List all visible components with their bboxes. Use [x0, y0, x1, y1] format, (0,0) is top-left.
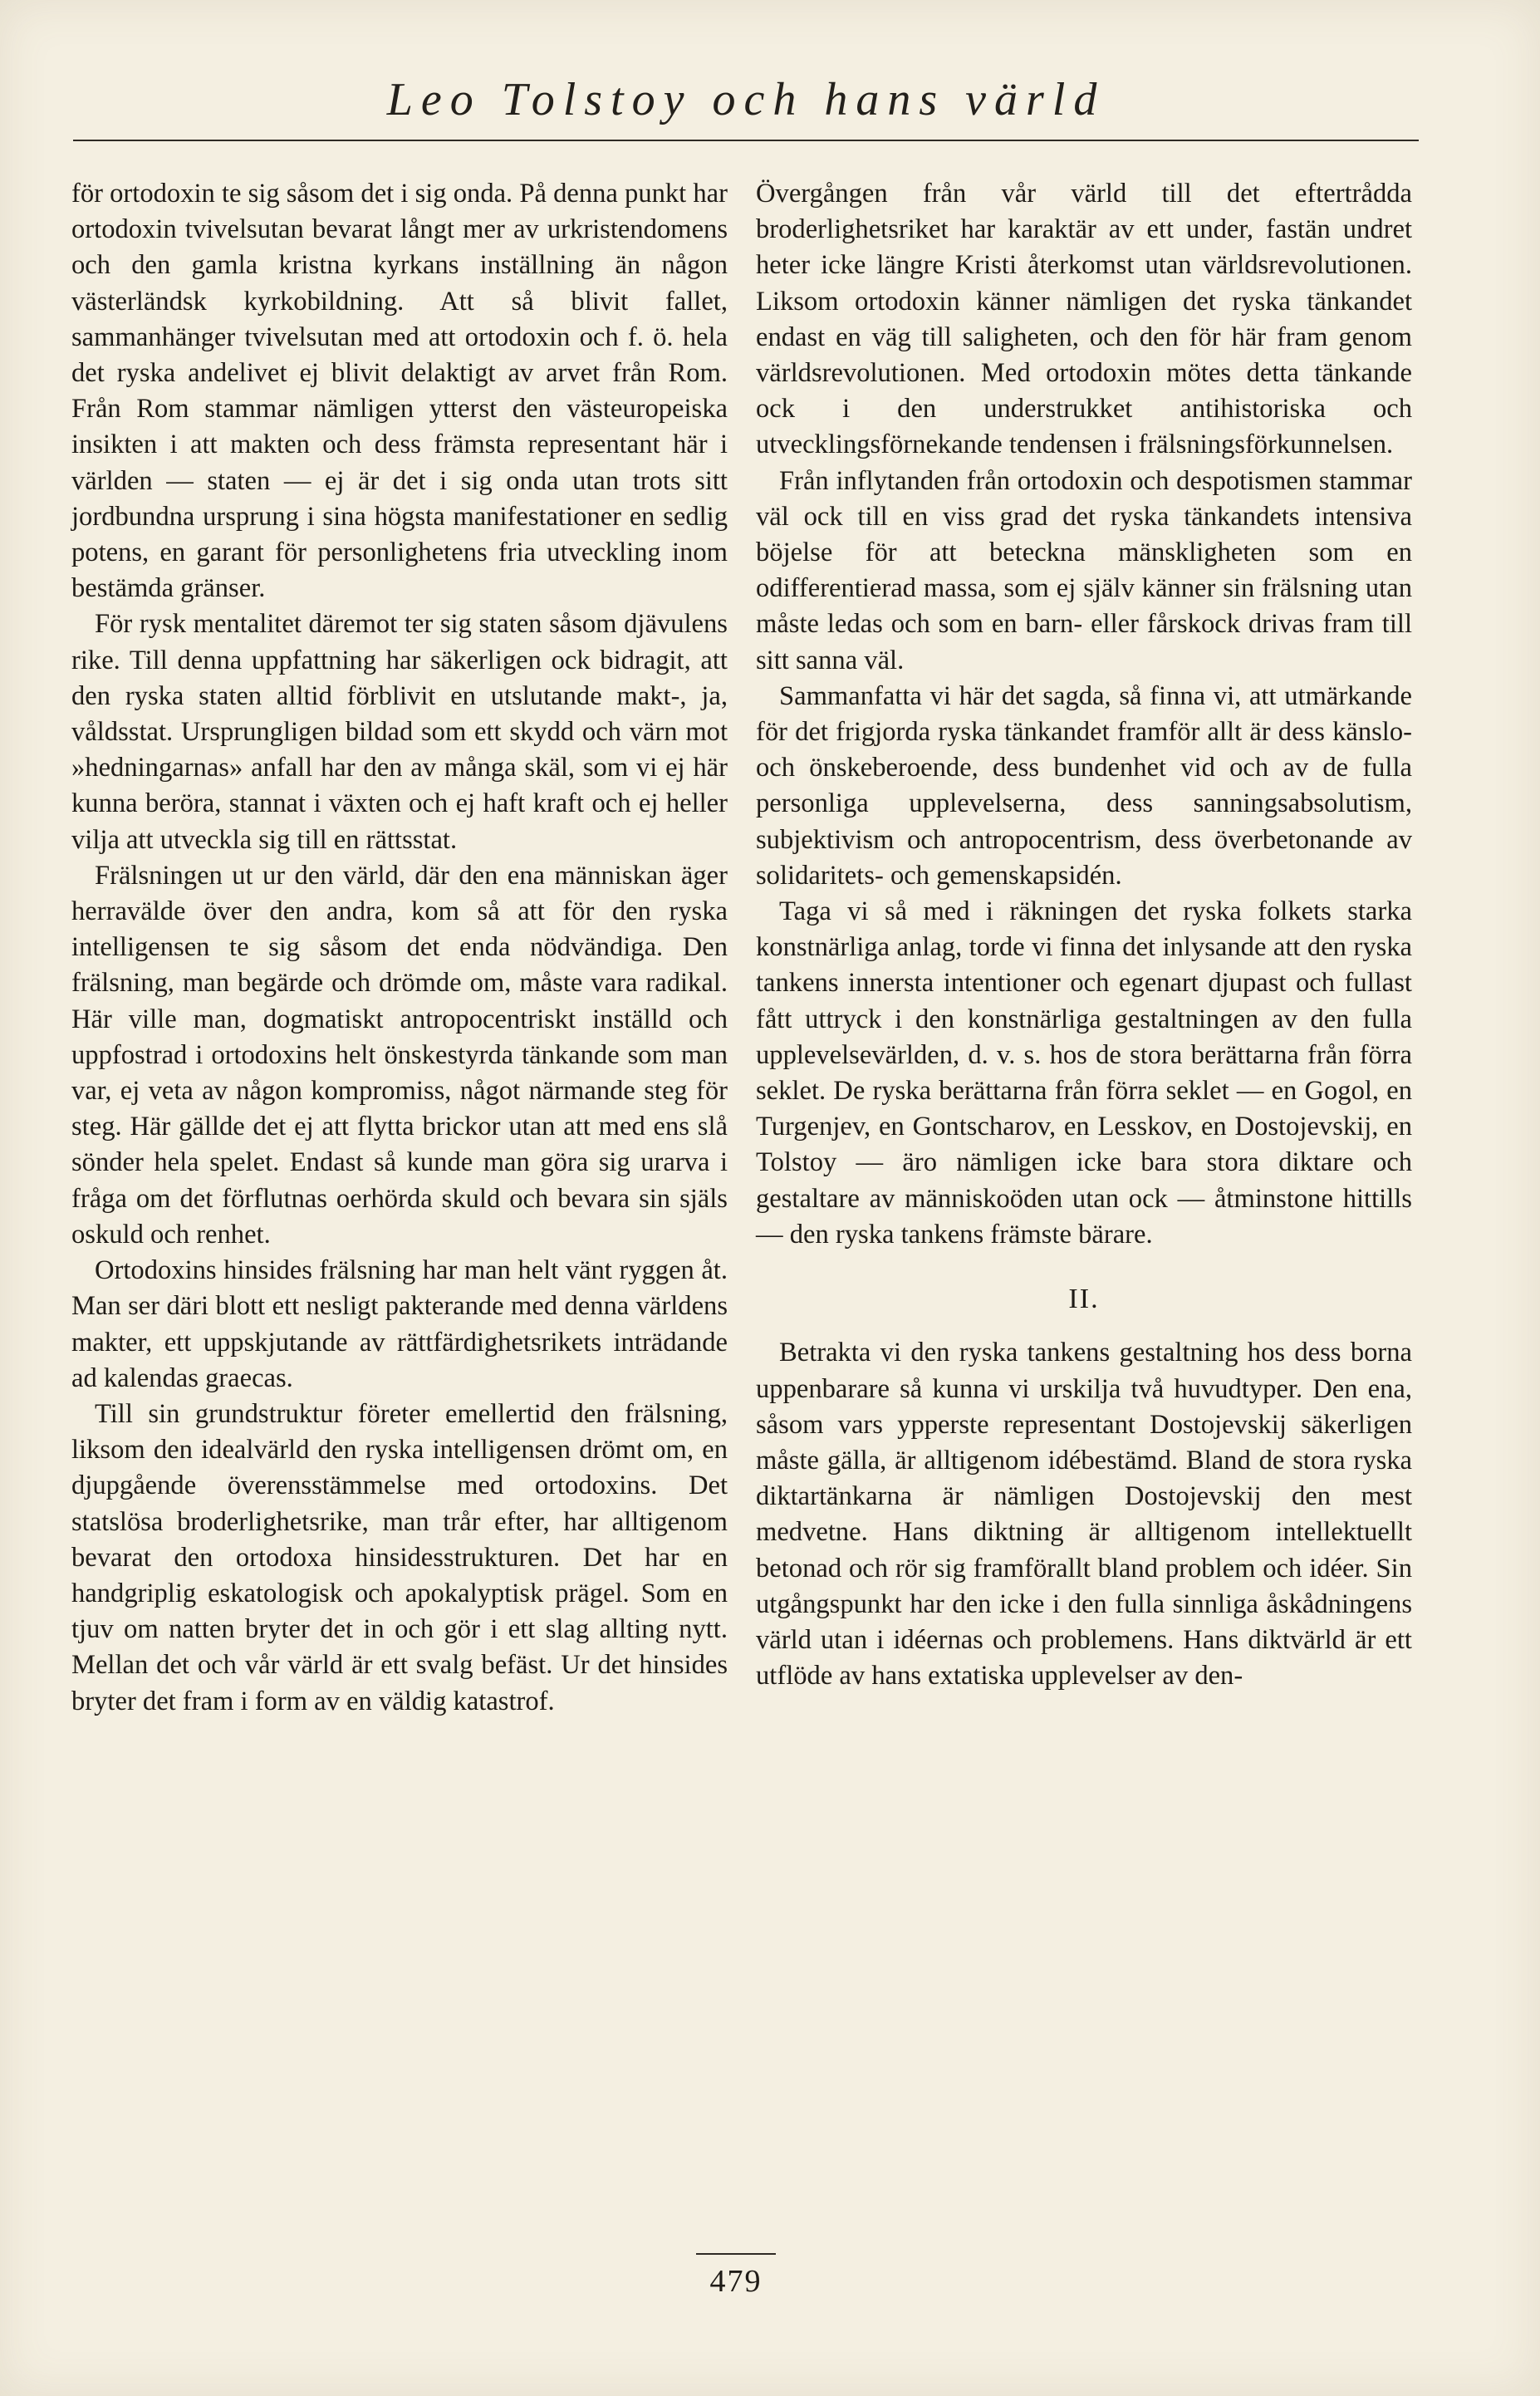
paragraph: Ortodoxins hinsides frälsning har man helt vänt ryggen åt. Man ser däri blott ett nesligt pakterande med denna världens makter, ett uppskjutande av rättfärdighetsrikets inträdande ad kalendas graecas.: [71, 1255, 728, 1393]
running-header: Leo Tolstoy och hans värld: [386, 74, 1106, 125]
left-column: [71, 176, 728, 1720]
section-heading: II.: [1068, 1284, 1100, 1315]
paragraph: Övergången från vår värld till det eftertrådda broderlighetsriket har karaktär av ett under, fastän undret heter icke längre Kristi återkomst utan världsrevolutionen. Liksom ortodoxin känner nämligen det ryska tänkandet endast en väg till saligheten, och den för här fram genom världsrevolutionen. Med ortodoxin mötes detta tänkande ock i den understrukket antihistoriska och utvecklingsförnekande tendensen i frälsningsförkunnelsen.: [756, 179, 1412, 460]
paragraph: för ortodoxin te sig såsom det i sig onda. På denna punkt har ortodoxin tvivelsutan bevarat långt mer av urkristendomens och den gamla kristna kyrkans inställning än någon västerländsk kyrkobildning. Att så blivit fallet, sammanhänger tvivelsutan med att ortodoxin och f. ö. hela det ryska andelivet ej blivit delaktigt av arvet från Rom. Från Rom stammar nämligen ytterst den västeuropeiska insikten i att makten och dess främsta representant här i världen — staten — ej är det i sig onda utan trots sitt jordbundna ursprung i sina högsta manifestationer en sedlig potens, en garant för personlighetens fria utveckling inom bestämda gränser.: [71, 179, 728, 604]
page-number: 479: [696, 2253, 776, 2300]
paragraph: Betrakta vi den ryska tankens gestaltning hos dess borna uppenbarare så kunna vi urskilja två huvudtyper. Den ena, såsom vars ypperste representant Dostojevskij säkerligen måste gälla, är alltigenom idébestämd. Bland de stora ryska diktartänkarna är nämligen Dostojevskij den mest medvetne. Hans diktning är alltigenom intellektuellt betonad och rör sig framförallt bland problem och idéer. Sin utgångspunkt har den icke i den fulla sinnliga åskådningens värld utan i idéernas och problemens. Hans diktvärld är ett utflöde av hans extatiska upplevelser av den-: [756, 1338, 1412, 1691]
header-rule: [73, 140, 1419, 141]
paragraph: Till sin grundstruktur företer emellertid den frälsning, liksom den idealvärld den ryska intelligensen drömt om, en djupgående överensstämmelse med ortodoxins. Det statslösa broderlighetsrike, man trår efter, har alltigenom bevarat den ortodoxa hinsidesstrukturen. Det har en handgriplig eskatologisk och apokalyptisk prägel. Som en tjuv om natten bryter det in och gör i ett slag allting nytt. Mellan det och vår värld är ett svalg befäst. Ur det hinsides bryter det fram i form av en väldig katastrof.: [71, 1398, 728, 1716]
paragraph: Från inflytanden från ortodoxin och despotismen stammar väl ock till en viss grad det ryska tänkandets intensiva böjelse för att beteckna mänskligheten som en odifferentierad massa, som ej själv känner sin frälsning utan måste ledas och som en barn- eller fårskock drivas fram till sitt sanna väl.: [756, 465, 1412, 675]
paragraph: Taga vi så med i räkningen det ryska folkets starka konstnärliga anlag, torde vi finna det inlysande att den ryska tankens innersta intentioner och egenart djupast och fullast fått uttryck i den konstnärliga gestaltningen av den fulla upplevelsevärlden, d. v. s. hos de stora berättarna från förra seklet. De ryska berättarna från förra seklet — en Gogol, en Turgenjev, en Gontscharov, en Lesskov, en Dostojevskij, en Tolstoy — äro nämligen icke bara stora diktare och gestaltare av människoöden utan ock — åtminstone hittills — den ryska tankens främste bärare.: [756, 896, 1412, 1250]
paragraph: Frälsningen ut ur den värld, där den ena människan äger herravälde över den andra, kom så att för den ryska intelligensen te sig såsom det enda nödvändiga. Den frälsning, man begärde och drömde om, måste vara radikal. Här ville man, dogmatiskt antropocentriskt inställd och uppfostrad i ortodoxins helt önskestyrda tänkande som man var, ej veta av någon kompromiss, något närmande steg för steg. Här gällde det ej att flytta brickor utan att med ens slå sönder hela spelet. Endast så kunde man göra sig urarva i fråga om det förflutnas oerhörda skuld och bevara sin själs oskuld och renhet.: [71, 860, 728, 1250]
paragraph: Sammanfatta vi här det sagda, så finna vi, att utmärkande för det frigjorda ryska tänkandet framför allt är dess känslo- och önskeberoende, dess bundenhet vid och av de fulla personliga upplevelserna, dess sanningsabsolutism, subjektivism och antropocentrism, dess överbetonande av solidaritets- och gemenskapsidén.: [756, 680, 1412, 891]
paragraph: För rysk mentalitet däremot ter sig staten såsom djävulens rike. Till denna uppfattning har säkerligen ock bidragit, att den ryska staten alltid förblivit en utslutande makt-, ja, våldsstat. Ursprungligen bildad som ett skydd och värn mot »hedningarnas» anfall har den av många skäl, som vi ej här kunna beröra, stannat i växten och ej haft kraft och ej heller vilja att utveckla sig till en rättsstat.: [71, 609, 728, 855]
right-column: [756, 176, 1412, 1694]
